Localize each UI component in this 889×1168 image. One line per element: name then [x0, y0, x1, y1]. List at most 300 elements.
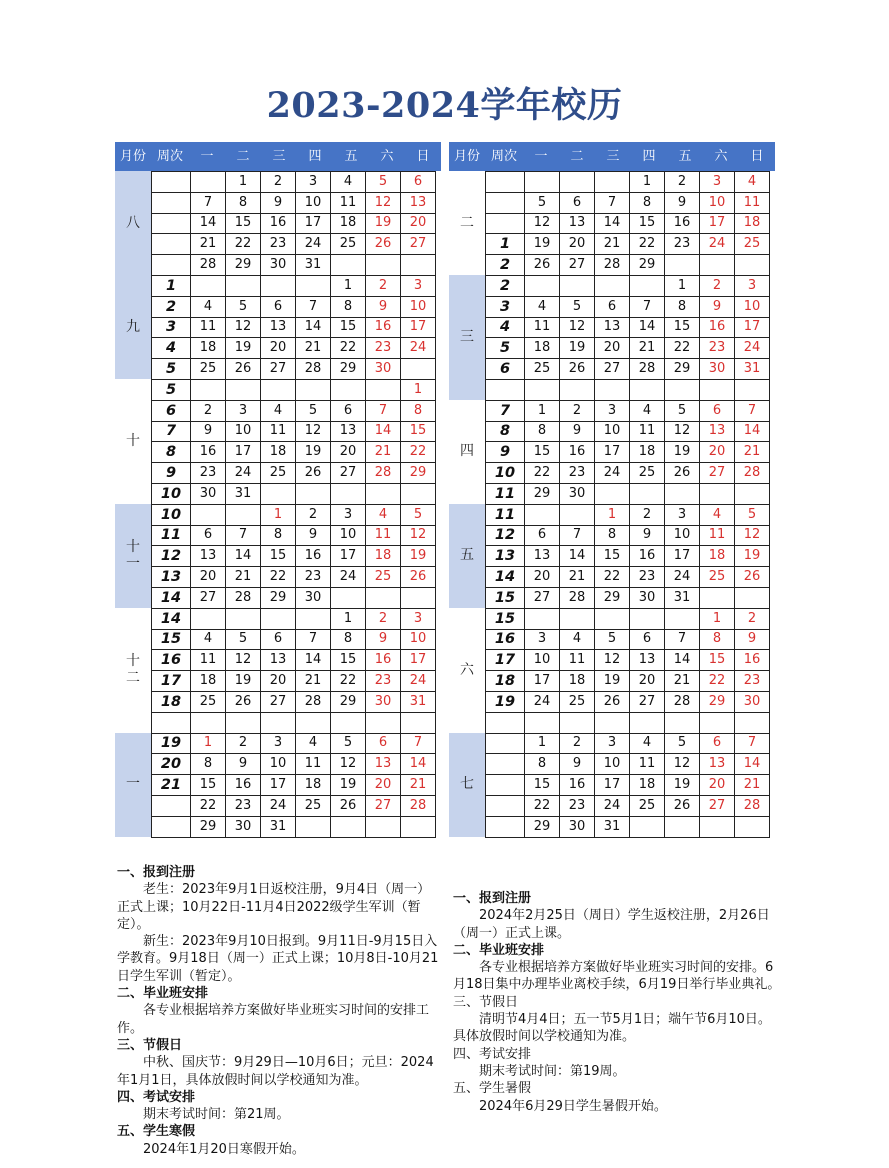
day-cell: 10	[525, 650, 560, 671]
note-paragraph: 2024年1月20日寒假开始。	[143, 1141, 305, 1157]
month-label-text: 二	[460, 214, 474, 231]
day-cell: 29	[665, 359, 700, 380]
week-number-cell: 6	[152, 400, 191, 421]
day-cell: 27	[595, 359, 630, 380]
day-cell	[331, 587, 366, 608]
day-cell: 12	[366, 192, 401, 213]
day-cell: 6	[366, 733, 401, 754]
day-cell: 24	[700, 234, 735, 255]
day-cell: 13	[560, 213, 595, 234]
day-cell: 23	[735, 671, 770, 692]
day-cell: 23	[226, 795, 261, 816]
week-row	[152, 255, 436, 276]
day-cell: 1	[331, 608, 366, 629]
day-cell: 11	[191, 317, 226, 338]
day-cell: 16	[560, 442, 595, 463]
notes-second-semester	[453, 890, 783, 1115]
notes-first-semester	[117, 864, 440, 1158]
day-cell: 19	[366, 213, 401, 234]
day-cell: 30	[560, 483, 595, 504]
week-row	[152, 650, 436, 671]
day-cell: 3	[331, 504, 366, 525]
week-number-cell: 17	[486, 650, 525, 671]
day-cell: 16	[226, 775, 261, 796]
day-cell: 21	[401, 775, 436, 796]
week-row	[486, 525, 770, 546]
day-cell: 13	[595, 317, 630, 338]
day-cell	[401, 816, 436, 837]
day-cell: 2	[296, 504, 331, 525]
day-cell: 5	[226, 629, 261, 650]
day-cell: 13	[700, 754, 735, 775]
week-row	[152, 754, 436, 775]
day-cell	[735, 483, 770, 504]
day-cell: 31	[735, 359, 770, 380]
day-cell: 30	[700, 359, 735, 380]
month-label	[449, 400, 485, 504]
week-row	[152, 608, 436, 629]
day-cell: 26	[366, 234, 401, 255]
day-cell: 6	[560, 192, 595, 213]
day-cell: 8	[700, 629, 735, 650]
day-cell: 20	[700, 442, 735, 463]
day-cell: 19	[665, 775, 700, 796]
day-cell: 15	[226, 213, 261, 234]
day-cell: 21	[226, 567, 261, 588]
day-cell: 10	[700, 192, 735, 213]
day-cell: 22	[401, 442, 436, 463]
day-cell	[331, 379, 366, 400]
day-cell: 6	[261, 629, 296, 650]
week-number-cell	[152, 795, 191, 816]
week-number-cell: 11	[486, 483, 525, 504]
day-cell: 2	[735, 608, 770, 629]
day-cell	[366, 816, 401, 837]
day-cell: 1	[226, 172, 261, 193]
week-number-cell: 4	[152, 338, 191, 359]
day-cell	[261, 275, 296, 296]
week-number-cell	[486, 795, 525, 816]
day-cell: 24	[226, 463, 261, 484]
day-cell: 13	[331, 421, 366, 442]
day-cell	[191, 504, 226, 525]
day-cell: 30	[191, 483, 226, 504]
day-cell: 28	[735, 463, 770, 484]
day-cell: 21	[630, 338, 665, 359]
day-cell: 22	[261, 567, 296, 588]
day-cell: 7	[735, 733, 770, 754]
day-cell	[191, 275, 226, 296]
day-cell	[665, 712, 700, 733]
day-cell: 27	[366, 795, 401, 816]
day-cell	[525, 379, 560, 400]
week-row	[152, 338, 436, 359]
note-paragraph: 期末考试时间：第19周。	[479, 1063, 626, 1079]
day-cell: 21	[560, 567, 595, 588]
week-number-cell: 7	[152, 421, 191, 442]
day-cell	[525, 172, 560, 193]
day-cell: 24	[665, 567, 700, 588]
day-cell: 27	[401, 234, 436, 255]
week-number-cell: 2	[486, 255, 525, 276]
week-header: 周次	[490, 149, 517, 164]
day-cell: 7	[560, 525, 595, 546]
day-cell: 11	[735, 192, 770, 213]
day-cell	[560, 379, 595, 400]
day-cell: 20	[261, 338, 296, 359]
day-cell: 14	[735, 421, 770, 442]
week-row	[486, 338, 770, 359]
day-cell: 25	[331, 234, 366, 255]
day-cell: 13	[191, 546, 226, 567]
week-row	[152, 587, 436, 608]
day-cell: 19	[331, 775, 366, 796]
week-row	[486, 795, 770, 816]
day-cell: 14	[401, 754, 436, 775]
day-cell: 2	[226, 733, 261, 754]
month-label-text: 十一	[126, 538, 140, 572]
day-cell: 24	[525, 691, 560, 712]
day-cell: 1	[191, 733, 226, 754]
week-number-cell: 8	[152, 442, 191, 463]
day-cell: 10	[595, 754, 630, 775]
day-cell: 6	[700, 400, 735, 421]
week-row	[486, 172, 770, 193]
day-cell: 25	[560, 691, 595, 712]
day-cell: 30	[560, 816, 595, 837]
day-cell: 7	[401, 733, 436, 754]
week-row	[486, 255, 770, 276]
day-cell: 11	[296, 754, 331, 775]
calendar-right	[449, 142, 775, 839]
day-cell	[525, 608, 560, 629]
day-cell: 17	[735, 317, 770, 338]
week-row	[486, 608, 770, 629]
day-cell: 11	[261, 421, 296, 442]
day-cell: 30	[366, 359, 401, 380]
day-cell	[331, 712, 366, 733]
week-number-cell: 21	[152, 775, 191, 796]
day-cell: 15	[525, 775, 560, 796]
week-row	[152, 712, 436, 733]
week-number-cell: 10	[152, 483, 191, 504]
day-cell: 15	[331, 650, 366, 671]
day-cell: 25	[700, 567, 735, 588]
day-cell: 17	[525, 671, 560, 692]
week-row	[486, 691, 770, 712]
day-cell: 26	[595, 691, 630, 712]
month-label	[115, 733, 151, 837]
day-cell: 7	[630, 296, 665, 317]
day-cell: 11	[630, 754, 665, 775]
day-cell	[700, 712, 735, 733]
day-cell: 22	[630, 234, 665, 255]
note-heading: 一、报到注册	[117, 865, 196, 880]
day-cell	[735, 816, 770, 837]
day-cell: 6	[191, 525, 226, 546]
day-cell	[735, 255, 770, 276]
day-header-thu: 四	[642, 149, 656, 164]
week-number-cell: 14	[152, 608, 191, 629]
day-cell: 12	[226, 650, 261, 671]
day-cell: 30	[366, 691, 401, 712]
week-number-cell	[152, 213, 191, 234]
week-row	[152, 172, 436, 193]
day-cell: 25	[735, 234, 770, 255]
day-cell: 27	[261, 359, 296, 380]
week-number-cell: 14	[486, 567, 525, 588]
day-cell	[525, 275, 560, 296]
day-cell: 13	[630, 650, 665, 671]
week-number-cell: 1	[152, 275, 191, 296]
day-cell: 17	[665, 546, 700, 567]
day-cell: 17	[401, 650, 436, 671]
day-cell: 9	[630, 525, 665, 546]
day-cell: 23	[665, 234, 700, 255]
day-cell: 2	[665, 172, 700, 193]
day-cell: 4	[525, 296, 560, 317]
day-cell: 5	[665, 733, 700, 754]
day-cell: 3	[401, 275, 436, 296]
day-cell: 4	[630, 400, 665, 421]
month-label	[449, 275, 485, 400]
week-row	[152, 463, 436, 484]
day-cell: 2	[700, 275, 735, 296]
day-cell: 23	[630, 567, 665, 588]
day-cell: 4	[331, 172, 366, 193]
day-cell: 8	[226, 192, 261, 213]
day-cell: 16	[630, 546, 665, 567]
calendar-grid	[151, 171, 436, 838]
note-paragraph: 各专业根据培养方案做好毕业班实习时间的安排。6月18日集中办理毕业离校手续，6月19日举行毕业典礼。	[453, 960, 781, 993]
month-label-text: 十二	[126, 653, 140, 687]
week-number-cell: 5	[152, 379, 191, 400]
day-cell: 17	[261, 775, 296, 796]
day-cell: 28	[560, 587, 595, 608]
day-cell: 18	[366, 546, 401, 567]
day-cell: 19	[595, 671, 630, 692]
day-cell: 3	[401, 608, 436, 629]
day-cell	[700, 255, 735, 276]
week-number-cell	[486, 733, 525, 754]
day-cell: 24	[261, 795, 296, 816]
day-cell: 14	[560, 546, 595, 567]
day-cell	[226, 504, 261, 525]
week-row	[486, 192, 770, 213]
day-cell: 1	[331, 275, 366, 296]
day-cell: 21	[191, 234, 226, 255]
week-row	[152, 442, 436, 463]
day-cell	[595, 275, 630, 296]
day-cell: 28	[226, 587, 261, 608]
day-cell	[401, 255, 436, 276]
day-cell: 30	[261, 255, 296, 276]
day-cell: 23	[191, 463, 226, 484]
day-cell: 17	[595, 775, 630, 796]
day-cell: 11	[331, 192, 366, 213]
day-cell: 18	[331, 213, 366, 234]
day-cell: 21	[296, 338, 331, 359]
day-cell	[560, 275, 595, 296]
day-cell	[331, 483, 366, 504]
day-cell: 6	[331, 400, 366, 421]
day-cell: 1	[595, 504, 630, 525]
day-cell: 19	[525, 234, 560, 255]
week-number-cell: 5	[152, 359, 191, 380]
day-header-thu: 四	[308, 149, 322, 164]
day-cell: 7	[735, 400, 770, 421]
week-row	[152, 567, 436, 588]
day-cell: 16	[366, 317, 401, 338]
month-label	[115, 275, 151, 379]
day-cell	[191, 172, 226, 193]
day-cell: 26	[331, 795, 366, 816]
day-cell: 8	[261, 525, 296, 546]
day-cell: 1	[525, 733, 560, 754]
day-header-sun: 日	[750, 149, 764, 164]
week-row	[152, 275, 436, 296]
day-header-tue: 二	[570, 149, 584, 164]
day-cell: 7	[595, 192, 630, 213]
day-cell: 3	[296, 172, 331, 193]
calendar-header	[449, 142, 775, 171]
week-number-cell: 10	[152, 504, 191, 525]
day-cell: 18	[261, 442, 296, 463]
day-cell: 12	[665, 754, 700, 775]
day-cell	[595, 608, 630, 629]
day-cell: 12	[595, 650, 630, 671]
day-cell: 27	[560, 255, 595, 276]
day-cell: 29	[401, 463, 436, 484]
day-cell: 22	[700, 671, 735, 692]
week-number-cell	[152, 255, 191, 276]
week-number-cell: 3	[152, 317, 191, 338]
day-cell: 23	[296, 567, 331, 588]
day-cell: 22	[331, 338, 366, 359]
day-cell: 14	[366, 421, 401, 442]
day-cell: 9	[560, 754, 595, 775]
day-cell	[665, 483, 700, 504]
day-cell	[665, 379, 700, 400]
week-row	[486, 317, 770, 338]
week-row	[152, 629, 436, 650]
day-cell: 19	[401, 546, 436, 567]
month-label	[449, 171, 485, 275]
day-cell: 20	[595, 338, 630, 359]
day-cell: 28	[366, 463, 401, 484]
week-number-cell: 13	[152, 567, 191, 588]
day-cell: 10	[331, 525, 366, 546]
day-header-mon: 一	[534, 149, 548, 164]
week-row	[486, 671, 770, 692]
day-cell: 8	[525, 421, 560, 442]
month-label	[115, 171, 151, 275]
week-number-cell	[486, 712, 525, 733]
day-cell: 22	[525, 795, 560, 816]
day-cell: 15	[630, 213, 665, 234]
day-cell: 20	[525, 567, 560, 588]
day-cell	[665, 816, 700, 837]
day-cell	[525, 504, 560, 525]
day-cell: 28	[595, 255, 630, 276]
day-cell: 24	[401, 671, 436, 692]
day-cell: 31	[226, 483, 261, 504]
day-cell: 13	[525, 546, 560, 567]
week-row	[486, 587, 770, 608]
week-row	[152, 816, 436, 837]
day-cell: 30	[226, 816, 261, 837]
day-cell: 29	[595, 587, 630, 608]
day-cell: 31	[401, 691, 436, 712]
day-cell: 14	[296, 650, 331, 671]
day-cell: 31	[665, 587, 700, 608]
day-cell: 15	[331, 317, 366, 338]
day-cell: 21	[735, 442, 770, 463]
day-cell: 26	[525, 255, 560, 276]
day-cell: 2	[261, 172, 296, 193]
day-cell: 3	[665, 504, 700, 525]
day-cell: 10	[296, 192, 331, 213]
day-cell: 14	[191, 213, 226, 234]
day-cell: 6	[261, 296, 296, 317]
week-row	[486, 400, 770, 421]
week-number-cell: 3	[486, 296, 525, 317]
day-cell: 26	[665, 795, 700, 816]
day-cell: 11	[700, 525, 735, 546]
day-cell: 27	[700, 463, 735, 484]
week-number-cell	[486, 754, 525, 775]
day-header-fri: 五	[678, 149, 692, 164]
week-number-cell	[486, 213, 525, 234]
day-cell	[525, 712, 560, 733]
day-cell: 24	[331, 567, 366, 588]
day-cell: 3	[261, 733, 296, 754]
day-cell: 9	[191, 421, 226, 442]
day-cell: 5	[595, 629, 630, 650]
week-row	[486, 629, 770, 650]
day-cell: 17	[331, 546, 366, 567]
day-cell	[401, 483, 436, 504]
day-cell: 15	[700, 650, 735, 671]
week-number-cell: 11	[152, 525, 191, 546]
day-cell	[595, 483, 630, 504]
note-paragraph: 老生：2023年9月1日返校注册，9月4日（周一）正式上课；10月22日-11月4日2022级学生军训（暂定）。	[117, 882, 431, 932]
day-cell: 7	[296, 629, 331, 650]
note-paragraph: 2024年2月25日（周日）学生返校注册，2月26日（周一）正式上课。	[453, 908, 770, 941]
week-number-cell	[486, 379, 525, 400]
day-cell: 15	[191, 775, 226, 796]
day-cell: 26	[665, 463, 700, 484]
note-paragraph: 各专业根据培养方案做好毕业班实习时间的安排工作。	[117, 1003, 430, 1036]
day-cell: 26	[735, 567, 770, 588]
day-cell: 22	[595, 567, 630, 588]
day-cell: 24	[735, 338, 770, 359]
day-cell: 18	[191, 338, 226, 359]
day-cell: 28	[296, 359, 331, 380]
day-cell: 13	[700, 421, 735, 442]
day-cell: 2	[560, 400, 595, 421]
week-row	[486, 421, 770, 442]
day-cell: 4	[261, 400, 296, 421]
week-row	[486, 483, 770, 504]
day-cell	[560, 172, 595, 193]
day-cell: 2	[366, 275, 401, 296]
note-paragraph: 2024年6月29日学生暑假开始。	[479, 1098, 667, 1114]
day-cell: 18	[560, 671, 595, 692]
day-cell: 5	[366, 172, 401, 193]
week-row	[152, 296, 436, 317]
day-cell: 13	[401, 192, 436, 213]
